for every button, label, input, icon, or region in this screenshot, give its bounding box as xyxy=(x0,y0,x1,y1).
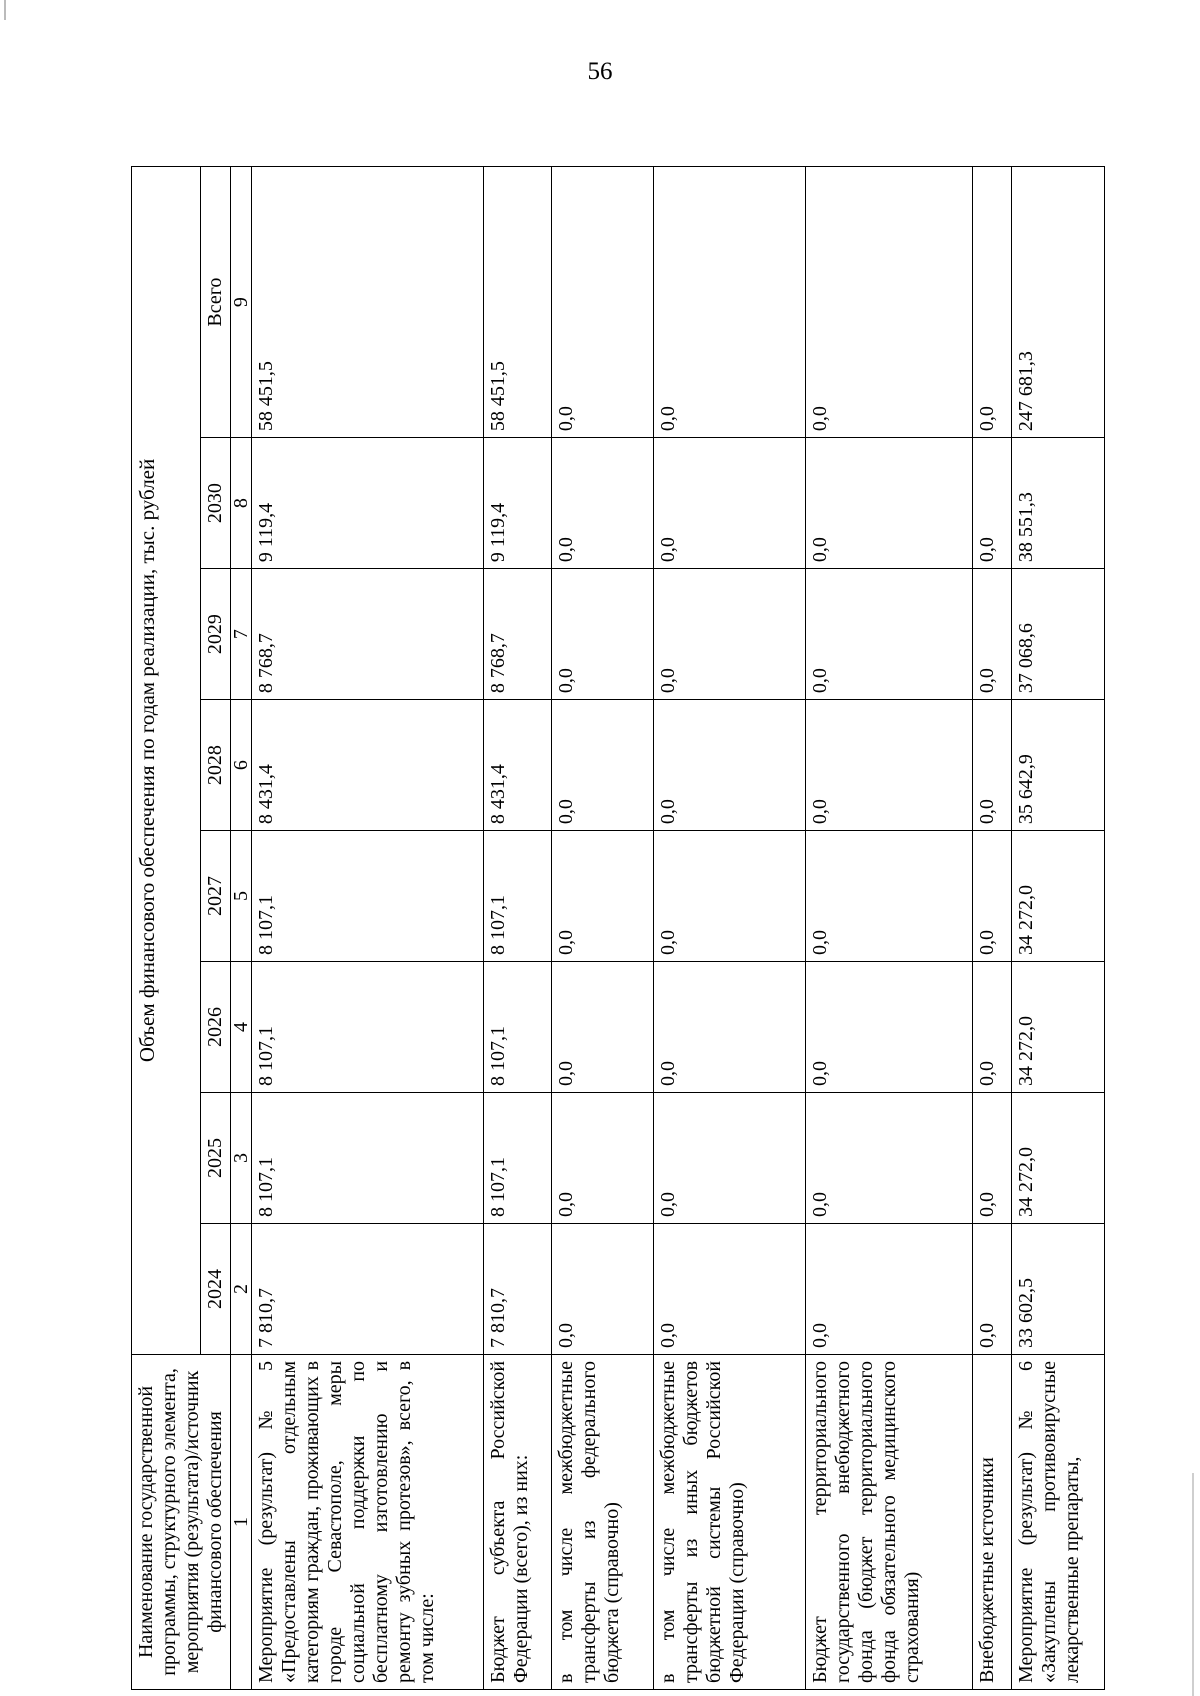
row-value: 38 551,3 xyxy=(1012,438,1104,569)
row-total: 0,0 xyxy=(806,167,973,438)
row-value: 0,0 xyxy=(551,1223,653,1354)
column-number: 8 xyxy=(231,438,252,569)
table-row xyxy=(972,167,1012,1690)
row-value: 7 810,7 xyxy=(483,1223,551,1354)
row-value: 34 272,0 xyxy=(1012,962,1104,1093)
row-total: 247 681,3 xyxy=(1012,167,1104,438)
row-value: 8 768,7 xyxy=(252,569,484,700)
row-value: 0,0 xyxy=(653,438,805,569)
row-value: 8 431,4 xyxy=(252,700,484,831)
row-value: 33 602,5 xyxy=(1012,1223,1104,1354)
row-value: 0,0 xyxy=(806,700,973,831)
row-value: 0,0 xyxy=(653,962,805,1093)
year-header: 2027 xyxy=(201,831,231,962)
row-value: 0,0 xyxy=(653,1093,805,1224)
row-value: 8 768,7 xyxy=(483,569,551,700)
row-value: 0,0 xyxy=(653,1223,805,1354)
row-value: 37 068,6 xyxy=(1012,569,1104,700)
row-value: 8 431,4 xyxy=(483,700,551,831)
row-value: 8 107,1 xyxy=(252,831,484,962)
row-value: 0,0 xyxy=(806,438,973,569)
column-number: 5 xyxy=(231,831,252,962)
column-number: 2 xyxy=(231,1223,252,1354)
total-header: Всего xyxy=(201,167,231,438)
row-value: 0,0 xyxy=(972,831,1012,962)
column-number: 7 xyxy=(231,569,252,700)
row-name: Бюджет субъекта Российской Федерации (всего), из них: xyxy=(483,1354,551,1689)
row-value: 0,0 xyxy=(551,569,653,700)
year-header: 2029 xyxy=(201,569,231,700)
row-value: 0,0 xyxy=(806,1093,973,1224)
table-row xyxy=(1012,167,1104,1690)
rotated-table-container xyxy=(131,166,1084,1690)
row-name: Внебюджетные источники xyxy=(972,1354,1012,1689)
year-header: 2030 xyxy=(201,438,231,569)
row-value: 0,0 xyxy=(653,700,805,831)
row-value: 0,0 xyxy=(551,700,653,831)
row-total: 0,0 xyxy=(972,167,1012,438)
column-number: 1 xyxy=(231,1354,252,1689)
row-value: 35 642,9 xyxy=(1012,700,1104,831)
row-value: 8 107,1 xyxy=(483,831,551,962)
financing-group-header: Объем финансового обеспечения по годам реализации, тыс. рублей xyxy=(132,167,201,1355)
year-header: 2026 xyxy=(201,962,231,1093)
column-number: 6 xyxy=(231,700,252,831)
column-number: 9 xyxy=(231,167,252,438)
year-header: 2028 xyxy=(201,700,231,831)
row-value: 0,0 xyxy=(551,831,653,962)
row-value: 7 810,7 xyxy=(252,1223,484,1354)
name-column-header: Наименование государственной программы, структурного элемента, мероприятия (результата)/источник финансового обеспечения xyxy=(132,1354,231,1689)
row-value: 0,0 xyxy=(806,1223,973,1354)
row-value: 0,0 xyxy=(972,1093,1012,1224)
row-name: в том числе межбюджетные трансферты из иных бюджетов бюджетной системы Российской Федерации (справочно) xyxy=(653,1354,805,1689)
row-value: 0,0 xyxy=(551,1093,653,1224)
row-value: 0,0 xyxy=(972,569,1012,700)
row-value: 34 272,0 xyxy=(1012,1093,1104,1224)
row-value: 0,0 xyxy=(806,831,973,962)
row-value: 0,0 xyxy=(972,438,1012,569)
row-value: 34 272,0 xyxy=(1012,831,1104,962)
financing-table xyxy=(131,166,1105,1690)
row-total: 58 451,5 xyxy=(483,167,551,438)
page-number: 56 xyxy=(587,58,613,85)
row-value: 9 119,4 xyxy=(483,438,551,569)
column-number: 3 xyxy=(231,1093,252,1224)
table-row xyxy=(483,167,551,1690)
scan-edge-line xyxy=(1192,1473,1194,1696)
binder-mark xyxy=(4,0,6,20)
row-value: 0,0 xyxy=(551,438,653,569)
table-row xyxy=(806,167,973,1690)
year-header: 2025 xyxy=(201,1093,231,1224)
row-value: 0,0 xyxy=(653,831,805,962)
row-total: 0,0 xyxy=(653,167,805,438)
row-value: 0,0 xyxy=(806,569,973,700)
row-total: 58 451,5 xyxy=(252,167,484,438)
row-name: Мероприятие (результат) № 6 «Закуплены противовирусные лекарственные препараты, xyxy=(1012,1354,1104,1689)
row-value: 0,0 xyxy=(972,700,1012,831)
row-total: 0,0 xyxy=(551,167,653,438)
row-value: 0,0 xyxy=(806,962,973,1093)
row-value: 0,0 xyxy=(972,962,1012,1093)
year-header: 2024 xyxy=(201,1223,231,1354)
table-row xyxy=(653,167,805,1690)
row-name: Мероприятие (результат) № 5 «Предоставлены отдельным категориям граждан, проживающих в городе Севастополе, меры социальной поддержки по бесплатному изготовлению и ремонту зубных протезов», всего, в том числе: xyxy=(252,1354,484,1689)
row-name: в том числе межбюджетные трансферты из федерального бюджета (справочно) xyxy=(551,1354,653,1689)
row-value: 9 119,4 xyxy=(252,438,484,569)
column-number: 4 xyxy=(231,962,252,1093)
row-value: 0,0 xyxy=(653,569,805,700)
table-row xyxy=(551,167,653,1690)
row-value: 0,0 xyxy=(551,962,653,1093)
table-row xyxy=(252,167,484,1690)
row-value: 8 107,1 xyxy=(483,1093,551,1224)
row-name: Бюджет территориального государственного внебюджетного фонда (бюджет территориального фонда обязательного медицинского страхования) xyxy=(806,1354,973,1689)
row-value: 0,0 xyxy=(972,1223,1012,1354)
row-value: 8 107,1 xyxy=(483,962,551,1093)
row-value: 8 107,1 xyxy=(252,962,484,1093)
row-value: 8 107,1 xyxy=(252,1093,484,1224)
